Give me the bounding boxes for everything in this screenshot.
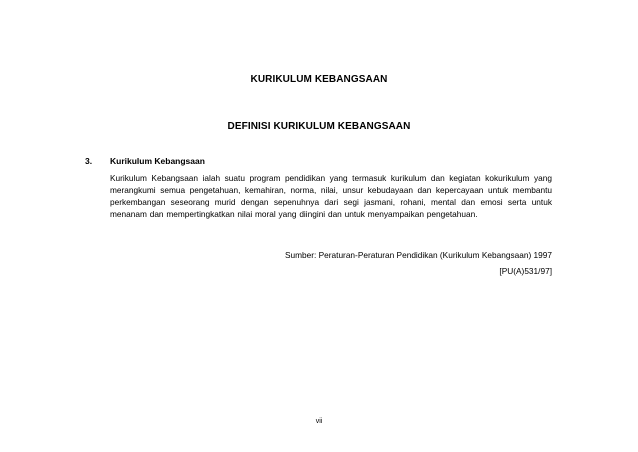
- section-body-paragraph: Kurikulum Kebangsaan ialah suatu program pendidikan yang termasuk kurikulum dan kegiatan kokurikulum yang merangkumi semua pengetahuan, kemahiran, norma, nilai, unsur kebudayaan dan kepercayaan untuk membantu perkembangan seseorang murid dengan sepenuhnya dari segi jasmani, rohani, mental dan emosi serta untuk menanam dan mempertingkatkan nilai moral yang diingini dan untuk menyampaikan pengetahuan.: [110, 173, 552, 219]
- source-citation: Sumber: Peraturan-Peraturan Pendidikan (Kurikulum Kebangsaan) 1997: [284, 250, 552, 260]
- page-number: vii: [315, 418, 323, 425]
- page-subtitle: DEFINISI KURIKULUM KEBANGSAAN: [227, 121, 411, 132]
- source-reference: [PU(A)531/97]: [499, 266, 552, 276]
- page-title: KURIKULUM KEBANGSAAN: [250, 74, 388, 85]
- section-heading: Kurikulum Kebangsaan: [110, 156, 205, 166]
- section-number: 3.: [85, 156, 93, 166]
